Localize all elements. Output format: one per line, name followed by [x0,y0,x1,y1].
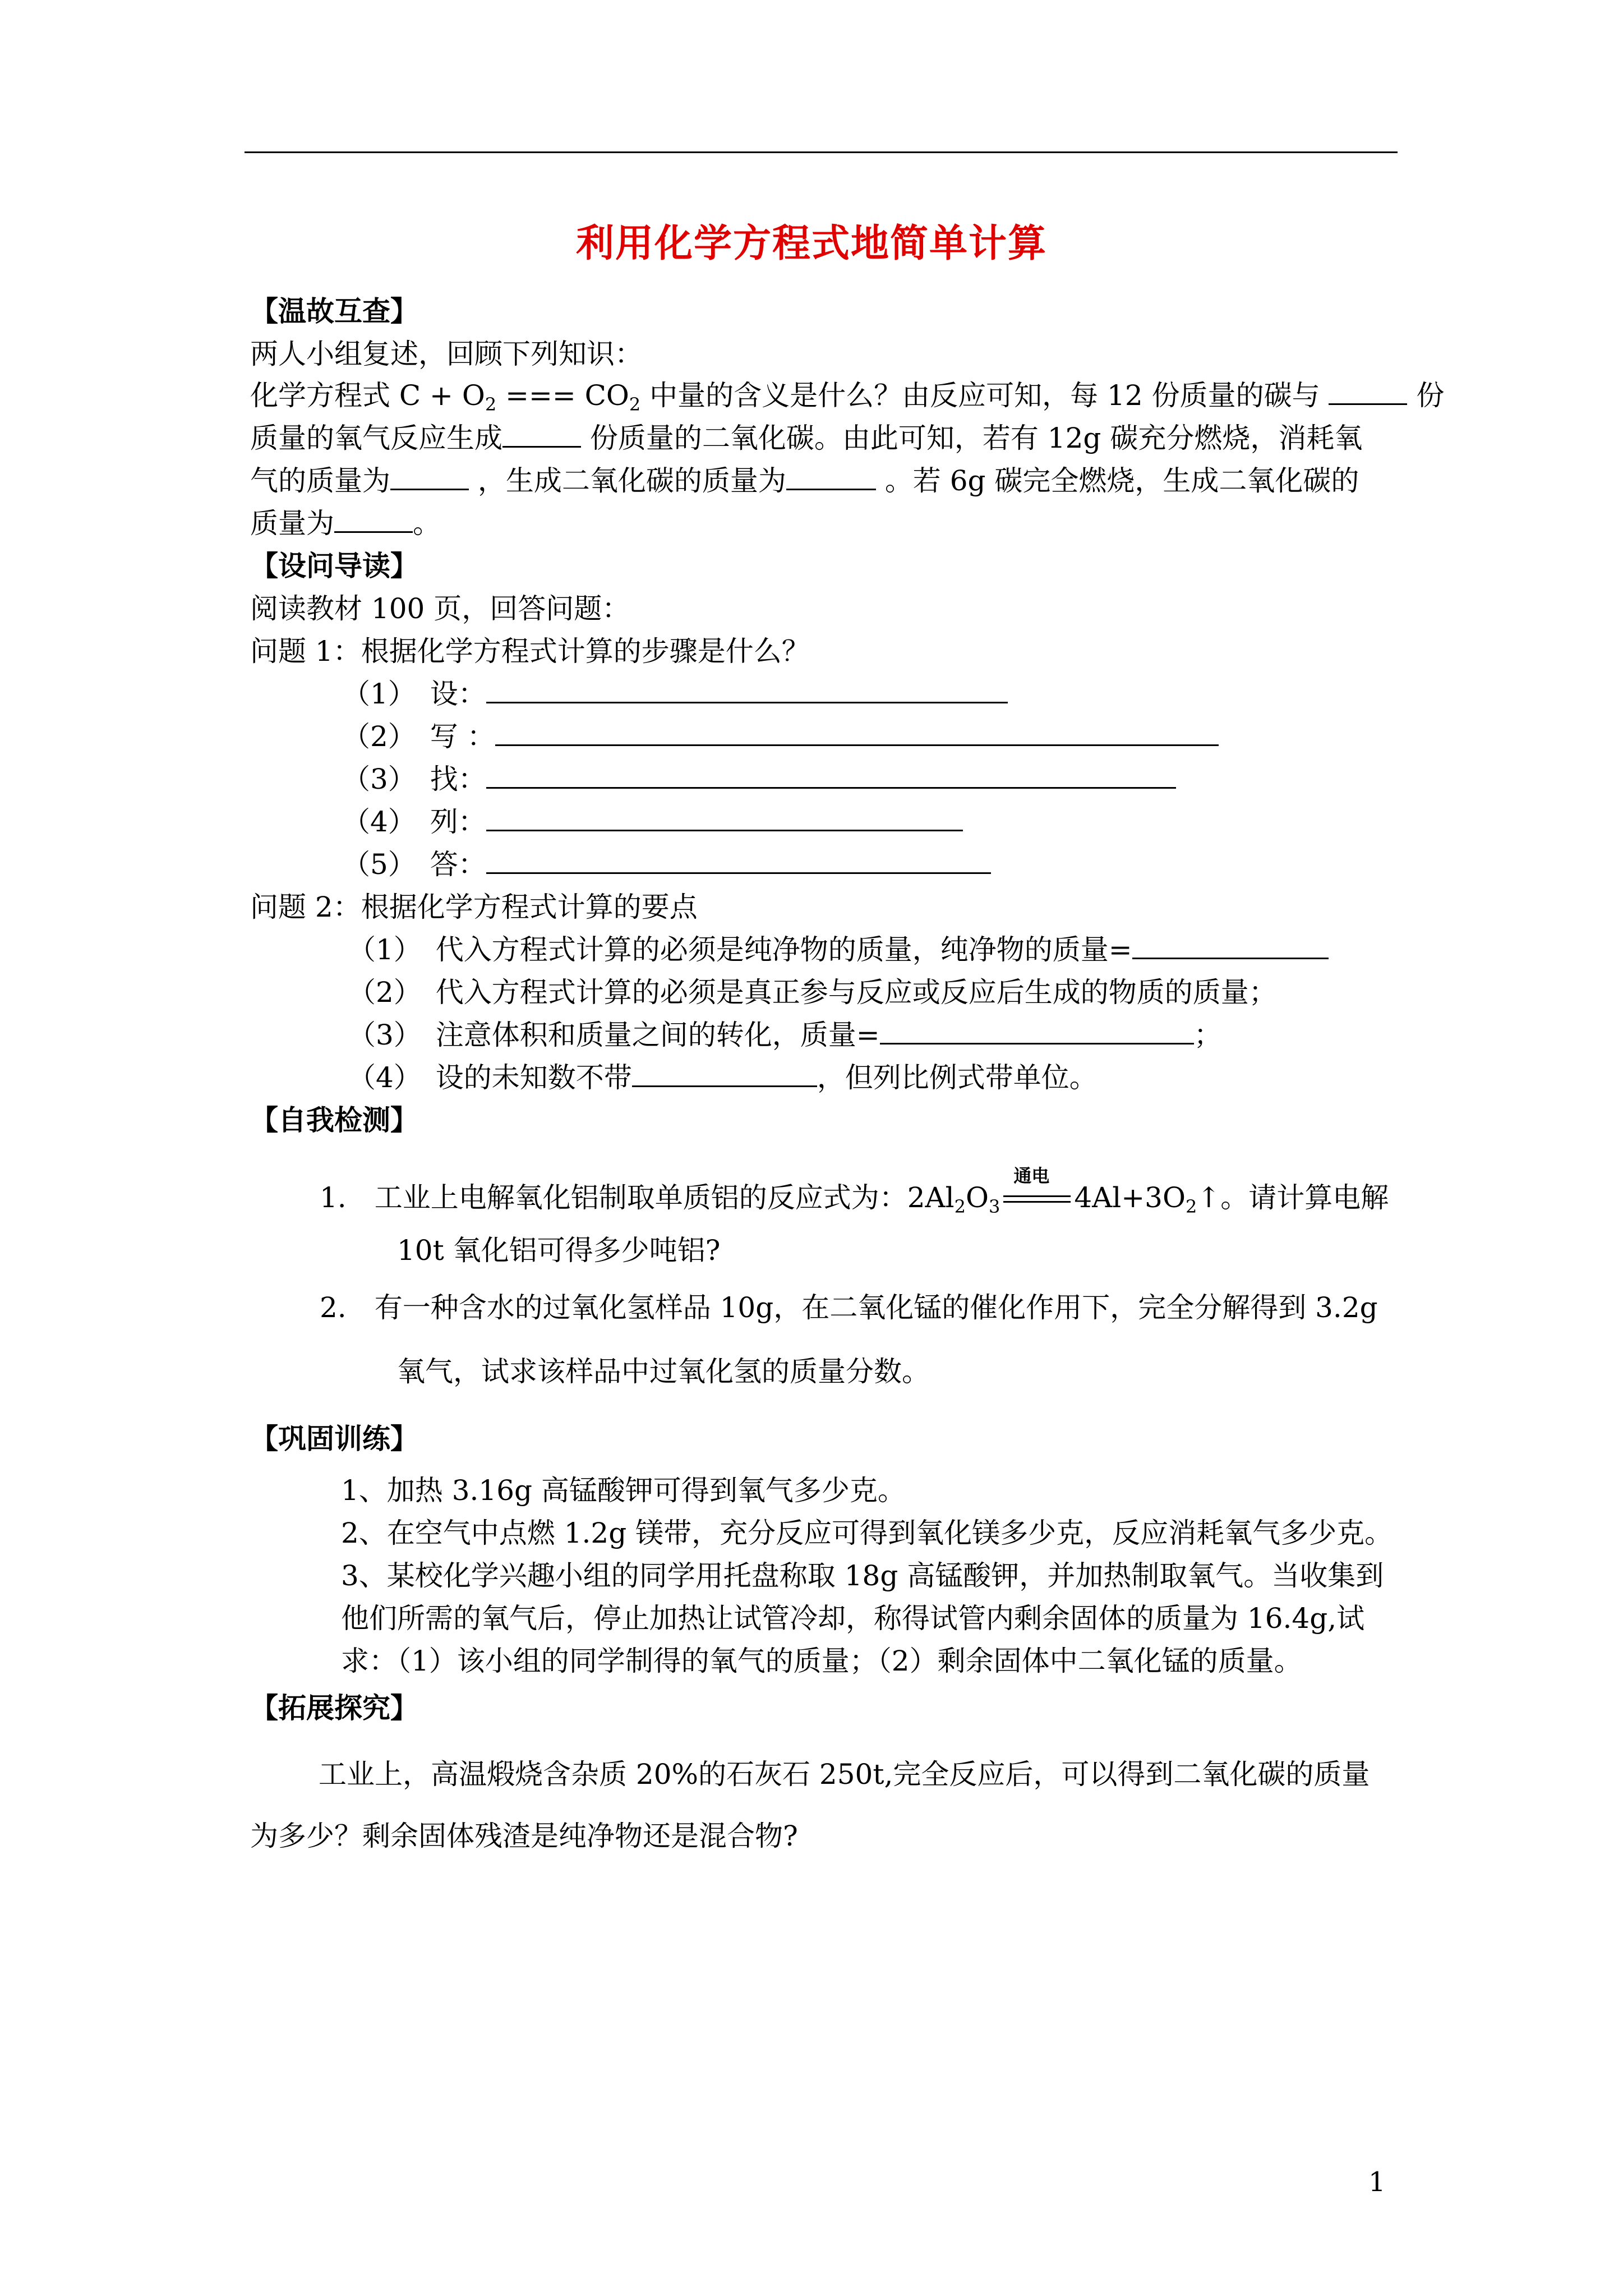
blank-step-1[interactable] [486,679,1008,703]
self-check-item-2-cont: 氧气，试求该样品中过氧化氢的质量分数。 [397,1355,930,1388]
review-line-2: 质量的氧气反应生成 份质量的二氧化碳。由此可知，若有 12g 碳充分燃烧，消耗氧 [250,422,1363,454]
blank-pure-mass[interactable] [1132,935,1329,959]
step-4: （4） 列： [342,802,963,841]
blank-unit[interactable] [632,1063,817,1087]
guide-intro: 阅读教材 100 页，回答问题： [250,592,630,625]
point-2: （2） 代入方程式计算的必须是真正参与反应或反应后生成的物质的质量； [348,976,1277,1009]
practice-1: 1、加热 3.16g 高锰酸钾可得到氧气多少克。 [341,1474,906,1507]
blank-oxygen-mass[interactable] [390,466,469,490]
self-check-item-2: 2. 有一种含水的过氧化氢样品 10g，在二氧化锰的催化作用下，完全分解得到 3.2g [320,1291,1378,1324]
self-check-item-1: 1. 工业上电解氧化铝制取单质铝的反应式为：$2Al_2O_3$ 通电 $4Al+3O_2↑$。请计算电解 [320,1165,1389,1217]
blank-step-4[interactable] [486,807,963,831]
extension-line-1: 工业上，高温煅烧含杂质 20%的石灰石 250t,完全反应后，可以得到二氧化碳的质量 [319,1758,1370,1791]
reaction-condition-arrow: 通电 [1003,1189,1071,1211]
practice-3-line-3: 求：（1）该小组的同学制得的氧气的质量；（2）剩余固体中二氧化锰的质量。 [341,1645,1302,1677]
point-1: （1） 代入方程式计算的必须是纯净物的质量，纯净物的质量= [348,930,1329,969]
blank-co2-mass[interactable] [786,466,876,490]
blank-step-2[interactable] [495,722,1219,746]
review-heading: 【温故互查】 [250,295,418,328]
step-1: （1） 设： [342,674,1008,714]
practice-2: 2、在空气中点燃 1.2g 镁带，充分反应可得到氧化镁多少克，反应消耗氧气多少克。 [341,1517,1393,1549]
point-3: （3） 注意体积和质量之间的转化，质量= ； [348,1019,1222,1051]
practice-3: 3、某校化学兴趣小组的同学用托盘称取 18g 高锰酸钾，并加热制取氧气。当收集到 [341,1559,1384,1592]
header-rule [245,151,1398,153]
review-line-4: 质量为 。 [250,507,441,540]
page-title: 利用化学方程式地简单计算 [575,221,1047,266]
self-check-item-1-cont: 10t 氧化铝可得多少吨铝? [397,1234,721,1267]
extension-heading: 【拓展探究】 [250,1691,418,1724]
blank-co2-ratio[interactable] [502,424,581,448]
guide-heading: 【设问导读】 [250,549,418,582]
blank-carbon-ratio[interactable] [1329,381,1407,405]
practice-3-line-2: 他们所需的氧气后，停止加热让试管冷却，称得试管内剩余固体的质量为 16.4g,试 [341,1602,1365,1635]
step-3: （3） 找： [342,760,1176,799]
step-2: （2） 写 ： [342,717,1219,756]
question-1: 问题 1：根据化学方程式计算的步骤是什么？ [250,635,810,668]
blank-step-5[interactable] [486,850,991,874]
page-number: 1 [1368,2166,1386,2198]
blank-step-3[interactable] [486,765,1176,789]
point-4: （4） 设的未知数不带 ，但列比例式带单位。 [348,1061,1098,1094]
question-2: 问题 2：根据化学方程式计算的要点 [250,891,698,923]
self-check-heading: 【自我检测】 [250,1103,418,1137]
review-intro: 两人小组复述，回顾下列知识： [250,338,643,370]
blank-mass-formula[interactable] [880,1020,1194,1045]
practice-heading: 【巩固训练】 [250,1422,418,1455]
extension-line-2: 为多少？剩余固体残渣是纯净物还是混合物? [250,1820,798,1852]
step-5: （5） 答： [342,845,991,884]
review-line-3: 气的质量为 ，生成二氧化碳的质量为 。若 6g 碳完全燃烧，生成二氧化碳的 [250,464,1359,497]
blank-co2-mass-6g[interactable] [334,509,413,533]
review-line-1: 化学方程式 $C + O_2$ === $CO_2$ 中量的含义是什么？由反应可知，每 12 份质量的碳与 份 [250,379,1445,415]
